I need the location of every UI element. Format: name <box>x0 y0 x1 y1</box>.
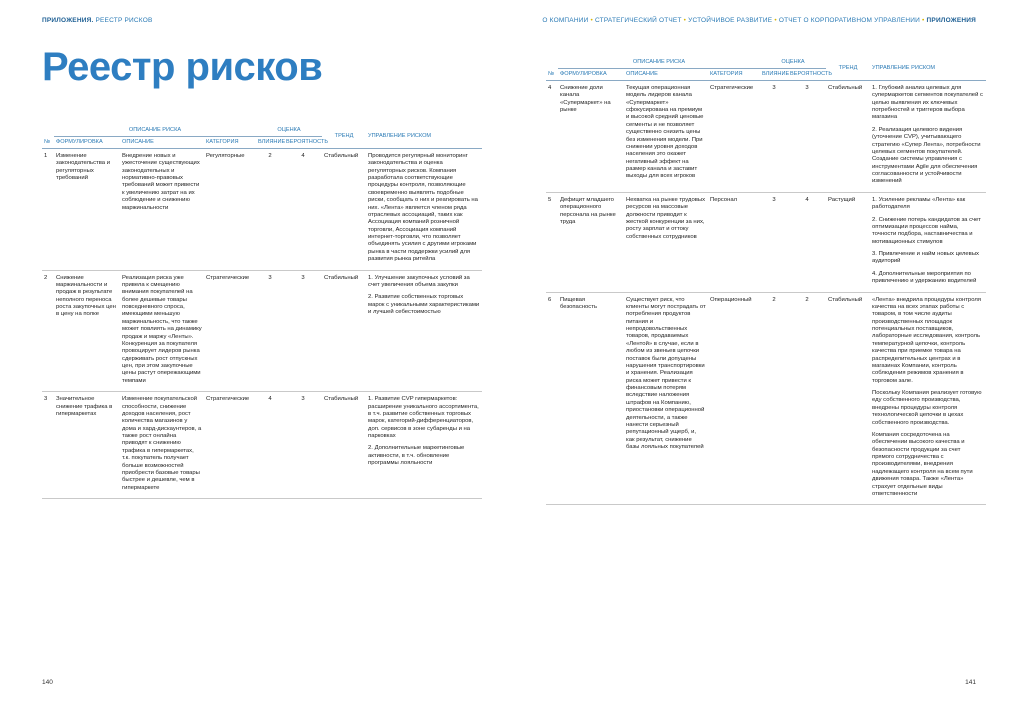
table-row <box>546 80 986 192</box>
header-category: КАТЕГОРИЯ <box>708 68 760 80</box>
page-number: 141 <box>965 679 976 686</box>
management-paragraph: Компания сосредоточена на обеспечении высокого качества и безопасности продукции за счет прямого сотрудничества с производителями, внедрения надлежащего контроля на всем пути движения товара. Также «Лента» страхует отдельные виды ответственности <box>872 431 973 497</box>
header-group-description: ОПИСАНИЕ РИСКА <box>54 125 256 136</box>
risk-management <box>366 270 482 392</box>
page-number: 140 <box>42 679 53 686</box>
risk-formulation: Изменение законодательства и регуляторных требований <box>54 148 120 270</box>
risk-trend: Стабильный <box>322 148 366 270</box>
nav-item[interactable]: СТРАТЕГИЧЕСКИЙ ОТЧЕТ <box>594 17 682 24</box>
risk-category: Операционный <box>708 292 760 505</box>
nav-separator: • <box>772 17 779 24</box>
risk-influence: 3 <box>760 192 788 292</box>
row-num: 5 <box>546 192 558 292</box>
row-num: 2 <box>42 270 54 392</box>
management-paragraph: «Лента» внедрила процедуры контроля качества на всех этапах работы с товаром, в том числе аудиты производственных площадок потенциальных поставщиков, лабораторные исследования, контроль температурной цепочки, контроль качества при приемке товара на распределительных центрах и в магазинах Компании, контроль соблюдения режимов хранения в торговом зале. <box>872 296 981 384</box>
risk-influence: 4 <box>256 392 284 499</box>
management-paragraph: 4. Дополнительные мероприятия по привлечению и удержанию водителей <box>872 270 977 285</box>
header-trend: ТРЕНД <box>322 125 366 148</box>
risk-probability: 3 <box>284 270 322 392</box>
table-row <box>42 148 482 270</box>
risk-description: Внедрение новых и ужесточение существующих законодательных и нормативно-правовых требований может привести к увеличению затрат на их соблюдение и снижению маржинальности <box>120 148 204 270</box>
header-formulation: ФОРМУЛИРОВКА <box>54 136 120 148</box>
risk-description: Существует риск, что клиенты могут пострадать от потребления продуктов питания и непродовольственных товаров, продаваемых «Лентой» в случае, если в любом из звеньев цепочки поставок были допущены нарушения транспортировки и хранения. Реализация риска может привести к финансовым потерям вследствие наложения штрафов на Компанию, приостановки операционной деятельности, а также нанести серьезный репутационный ущерб, и, как результат, снижение базы лояльных покупателей <box>624 292 708 505</box>
risk-category: Персонал <box>708 192 760 292</box>
header-influence: ВЛИЯНИЕ <box>256 136 284 148</box>
row-num: 6 <box>546 292 558 505</box>
row-num: 3 <box>42 392 54 499</box>
management-paragraph: Поскольку Компания реализует готовую еду собственного производства, внедрены процедуры контроля технологической цепочки в цехах собственного производства. <box>872 390 982 426</box>
risk-trend: Растущий <box>826 192 870 292</box>
header-group-description: ОПИСАНИЕ РИСКА <box>558 57 760 68</box>
header-description: ОПИСАНИЕ <box>624 68 708 80</box>
breadcrumb-section[interactable]: ПРИЛОЖЕНИЯ. <box>42 17 94 24</box>
risk-description: Нехватка на рынке трудовых ресурсов на массовые должности приводит к жесткой конкуренции за них, росту зарплат и оттоку собственных сотрудников <box>624 192 708 292</box>
right-page <box>512 0 1024 723</box>
risk-description: Текущая операционная модель лидеров канала «Супермаркет» сфокусирована на премиум и высокой средний ценовые сегменты и не позволяет существенно снизить цены без изменения модели. При снижении уровня доходов населения это окажет негативный эффект на размер канала и заставит выходы для всех игроков <box>624 80 708 192</box>
breadcrumb-subsection: РЕЕСТР РИСКОВ <box>95 17 153 24</box>
header-probability: ВЕРОЯТНОСТЬ <box>284 136 322 148</box>
header-management: УПРАВЛЕНИЕ РИСКОМ <box>870 57 986 80</box>
header-trend: ТРЕНД <box>826 57 870 80</box>
risk-trend: Стабильный <box>826 292 870 505</box>
table-row <box>42 270 482 392</box>
risk-category: Стратегические <box>204 270 256 392</box>
header-formulation: ФОРМУЛИРОВКА <box>558 68 624 80</box>
management-paragraph: 1. Глубокий анализ целевых для супермаркетов сегментов покупателей с целью выявления их ключевых потребностей и триггеров выбора магазина <box>872 84 983 121</box>
risk-influence: 3 <box>256 270 284 392</box>
risk-influence: 2 <box>760 292 788 505</box>
management-paragraph: 3. Привлечение и найм новых целевых аудиторий <box>872 251 979 265</box>
risk-management <box>870 292 986 505</box>
risk-trend: Стабильный <box>826 80 870 192</box>
risk-probability: 4 <box>284 148 322 270</box>
risk-table-left <box>42 125 482 499</box>
management-paragraph: 2. Дополнительные маркетинговые активности, в т.ч. обновление программы лояльности <box>368 445 465 467</box>
risk-probability: 3 <box>284 392 322 499</box>
nav-separator: • <box>920 17 927 24</box>
risk-formulation: Пищевая безопасность <box>558 292 624 505</box>
risk-formulation: Снижение доли канала «Супермаркет» на рынке <box>558 80 624 192</box>
risk-trend: Стабильный <box>322 270 366 392</box>
nav-item[interactable]: ПРИЛОЖЕНИЯ <box>926 17 976 24</box>
nav-item[interactable]: О КОМПАНИИ <box>542 17 589 24</box>
risk-probability: 3 <box>788 80 826 192</box>
risk-management <box>870 192 986 292</box>
header-influence: ВЛИЯНИЕ <box>760 68 788 80</box>
management-paragraph: 2. Развитие собственных торговых марок с уникальными характеристиками и лучшей себестоимостью <box>368 294 480 316</box>
header-management: УПРАВЛЕНИЕ РИСКОМ <box>366 125 482 148</box>
header-num: № <box>546 68 558 80</box>
header-category: КАТЕГОРИЯ <box>204 136 256 148</box>
risk-category: Стратегические <box>708 80 760 192</box>
row-num: 4 <box>546 80 558 192</box>
risk-influence: 3 <box>760 80 788 192</box>
risk-influence: 2 <box>256 148 284 270</box>
management-paragraph: Проводится регулярный мониторинг законодательства и оценка регуляторных рисков. Компания разработала соответствующие процедуры контроля, позволяющие своевременно выявлять подобные риски, сообщать о них и реагировать на них. «Лента» является членом ряда отраслевых ассоциаций, таких как Ассоциация компаний розничной торговли, Ассоциация компаний интернет-торговли, что позволяет объединять усилия с другими игроками рынка в части поддержки усилий для развития рынка ритейла <box>368 152 478 263</box>
header-num: № <box>42 136 54 148</box>
header-group-assessment: ОЦЕНКА <box>760 57 826 68</box>
risk-formulation: Снижение маржинальности и продаж в результате неполного переноса роста закупочных цен в цену на полке <box>54 270 120 392</box>
header-description: ОПИСАНИЕ <box>120 136 204 148</box>
breadcrumb <box>42 17 153 24</box>
table-row <box>546 292 986 505</box>
table-row <box>42 392 482 499</box>
management-paragraph: 1. Улучшение закупочных условий за счет увеличения объема закупки <box>368 274 470 288</box>
header-group-assessment: ОЦЕНКА <box>256 125 322 136</box>
risk-table-right <box>546 57 986 505</box>
risk-description: Изменение покупательской способности, снижение доходов населения, рост количества магазинов у дома и хард-дискаунтеров, а также рост онлайна приводят к снижению трафика в гипермаркетах, т.к. покупатель получает больше возможностей приобрести базовые товары быстрее и дешевле, чем в гипермаркете <box>120 392 204 499</box>
risk-management <box>366 148 482 270</box>
risk-management <box>870 80 986 192</box>
management-paragraph: 1. Усиление рекламы «Лента» как работодателя <box>872 196 966 211</box>
risk-formulation: Дефицит младшего операционного персонала на рынке труда <box>558 192 624 292</box>
risk-trend: Стабильный <box>322 392 366 499</box>
nav-item[interactable]: УСТОЙЧИВОЕ РАЗВИТИЕ <box>688 17 773 24</box>
management-paragraph: 2. Снижение потерь кандидатов за счет оптимизации процессов найма, точности подбора, наставничества и мотивационных стимулов <box>872 216 981 245</box>
nav-item[interactable]: ОТЧЕТ О КОРПОРАТИВНОМ УПРАВЛЕНИИ <box>778 17 921 24</box>
risk-category: Регуляторные <box>204 148 256 270</box>
risk-category: Стратегические <box>204 392 256 499</box>
page-title: Реестр рисков <box>42 45 323 89</box>
risk-description: Реализация риска уже привела к смещению внимания покупателей на более дешевые товары повседневного спроса, имеющими меньшую маржинальность, что также может повлиять на динамику продаж и маржу «Ленты». Конкуренция за покупателя провоцирует лидеров рынка сдерживать рост отпускных цен, при этом закупочные цены растут опережающими темпами <box>120 270 204 392</box>
header-probability: ВЕРОЯТНОСТЬ <box>788 68 826 80</box>
management-paragraph: 1. Развитие CVP гипермаркетов: расширение уникального ассортимента, в т.ч. развитие собственных торговых марок, категорий-дифференциаторов, доп. сервисов в зоне субаренды и на парковках <box>368 396 479 440</box>
section-nav <box>542 17 976 24</box>
risk-probability: 2 <box>788 292 826 505</box>
risk-management <box>366 392 482 499</box>
row-num: 1 <box>42 148 54 270</box>
table-row <box>546 192 986 292</box>
risk-probability: 4 <box>788 192 826 292</box>
nav-separator: • <box>681 17 689 24</box>
nav-separator: • <box>588 17 595 24</box>
risk-formulation: Значительное снижение трафика в гипермаркетах <box>54 392 120 499</box>
management-paragraph: 2. Реализация целевого видения (уточнение CVP), учитывающего стратегию «Супер Лента», потребности целевых сегментов покупателей. Создание системы управления с инструментами Agile для обеспечения согласованности и устойчивости изменений <box>872 126 981 185</box>
